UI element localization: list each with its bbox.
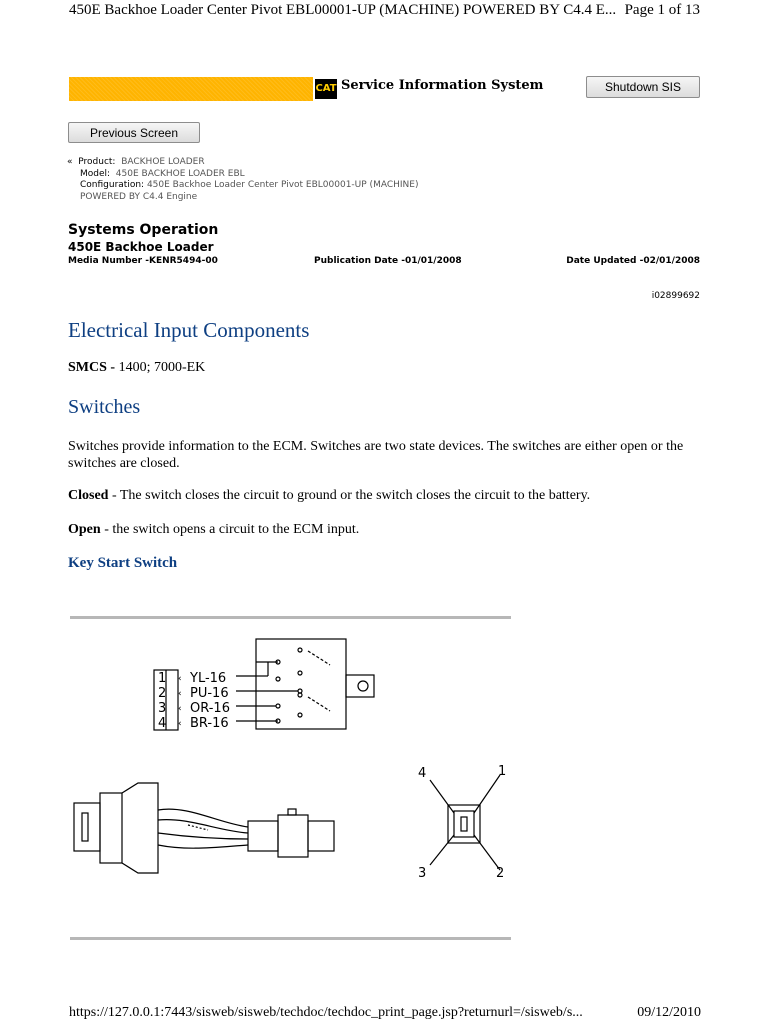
date-updated: Date Updated -02/01/2008 bbox=[566, 256, 700, 266]
smcs-value: 1400; 7000-EK bbox=[118, 360, 206, 375]
document-title: 450E Backhoe Loader Center Pivot EBL00001-UP (MACHINE) POWERED BY C4.4 E... bbox=[69, 2, 617, 18]
connector-pin-label: 4 bbox=[418, 766, 427, 781]
switch-body bbox=[256, 639, 346, 729]
svg-text:‹: ‹ bbox=[178, 719, 182, 729]
smcs-line bbox=[68, 360, 205, 376]
section-subtitle: 450E Backhoe Loader bbox=[68, 240, 214, 254]
wire-label: OR-16 bbox=[190, 701, 230, 716]
connector-pin-label: 3 bbox=[418, 866, 427, 881]
svg-text:‹: ‹ bbox=[178, 704, 182, 714]
connector-face-drawing bbox=[430, 775, 500, 870]
figure-bottom-rule bbox=[70, 937, 511, 940]
previous-screen-button[interactable]: Previous Screen bbox=[68, 122, 200, 143]
shutdown-sis-button[interactable]: Shutdown SIS bbox=[586, 76, 700, 98]
product-value: BACKHOE LOADER bbox=[121, 157, 205, 167]
smcs-label: SMCS - bbox=[68, 360, 116, 375]
pin-number: 2 bbox=[158, 686, 167, 701]
closed-paragraph bbox=[68, 487, 700, 504]
connector-pin-label: 1 bbox=[498, 764, 507, 779]
configuration-value-2: POWERED BY C4.4 Engine bbox=[80, 191, 198, 202]
pin-number: 4 bbox=[158, 716, 167, 731]
system-name: Service Information System bbox=[341, 78, 544, 93]
section-title: Systems Operation bbox=[68, 222, 219, 238]
key-start-heading: Key Start Switch bbox=[68, 555, 178, 571]
collapse-icon[interactable]: « bbox=[67, 157, 73, 167]
cat-logo: CAT bbox=[315, 79, 337, 99]
footer-date: 09/12/2010 bbox=[637, 1005, 701, 1020]
sis-banner bbox=[69, 75, 701, 102]
closed-label: Closed bbox=[68, 488, 109, 503]
key-knob bbox=[346, 675, 374, 697]
wire-label: PU-16 bbox=[190, 686, 229, 701]
banner-stripe bbox=[69, 77, 313, 101]
configuration-key: Configuration: bbox=[80, 180, 145, 190]
open-label: Open bbox=[68, 522, 101, 537]
document-id: i02899692 bbox=[651, 291, 700, 301]
wire-label: BR-16 bbox=[190, 716, 229, 731]
pin-number: 3 bbox=[158, 701, 167, 716]
page-heading: Electrical Input Components bbox=[68, 318, 310, 342]
figure-top-rule bbox=[70, 616, 511, 619]
svg-text:‹: ‹ bbox=[178, 674, 182, 684]
wire-label: YL-16 bbox=[190, 671, 227, 686]
footer-url: https://127.0.0.1:7443/sisweb/sisweb/techdoc/techdoc_print_page.jsp?returnurl=/sisweb/s... bbox=[69, 1005, 583, 1020]
connector-pin-label: 2 bbox=[496, 866, 505, 881]
pin-number: 1 bbox=[158, 671, 167, 686]
switch-housing-drawing bbox=[74, 783, 334, 873]
open-text: - the switch opens a circuit to the ECM input. bbox=[100, 522, 360, 537]
media-number: Media Number -KENR5494-00 bbox=[68, 256, 218, 266]
model-key: Model: bbox=[80, 168, 111, 179]
open-paragraph bbox=[68, 521, 700, 538]
model-value: 450E BACKHOE LOADER EBL bbox=[115, 168, 245, 179]
svg-text:‹: ‹ bbox=[178, 689, 182, 699]
product-info bbox=[67, 157, 418, 203]
page-indicator: Page 1 of 13 bbox=[624, 2, 700, 18]
switches-heading: Switches bbox=[68, 396, 141, 418]
product-key: Product: bbox=[78, 157, 116, 167]
closed-text: - The switch closes the circuit to ground or the switch closes the circuit to the battery. bbox=[108, 488, 591, 503]
key-start-switch-figure bbox=[68, 625, 528, 925]
publication-date: Publication Date -01/01/2008 bbox=[314, 256, 462, 266]
switches-paragraph: Switches provide information to the ECM. Switches are two state devices. The switches are either open or the switches are closed. bbox=[68, 439, 684, 471]
configuration-value: 450E Backhoe Loader Center Pivot EBL00001-UP (MACHINE) bbox=[146, 180, 419, 190]
